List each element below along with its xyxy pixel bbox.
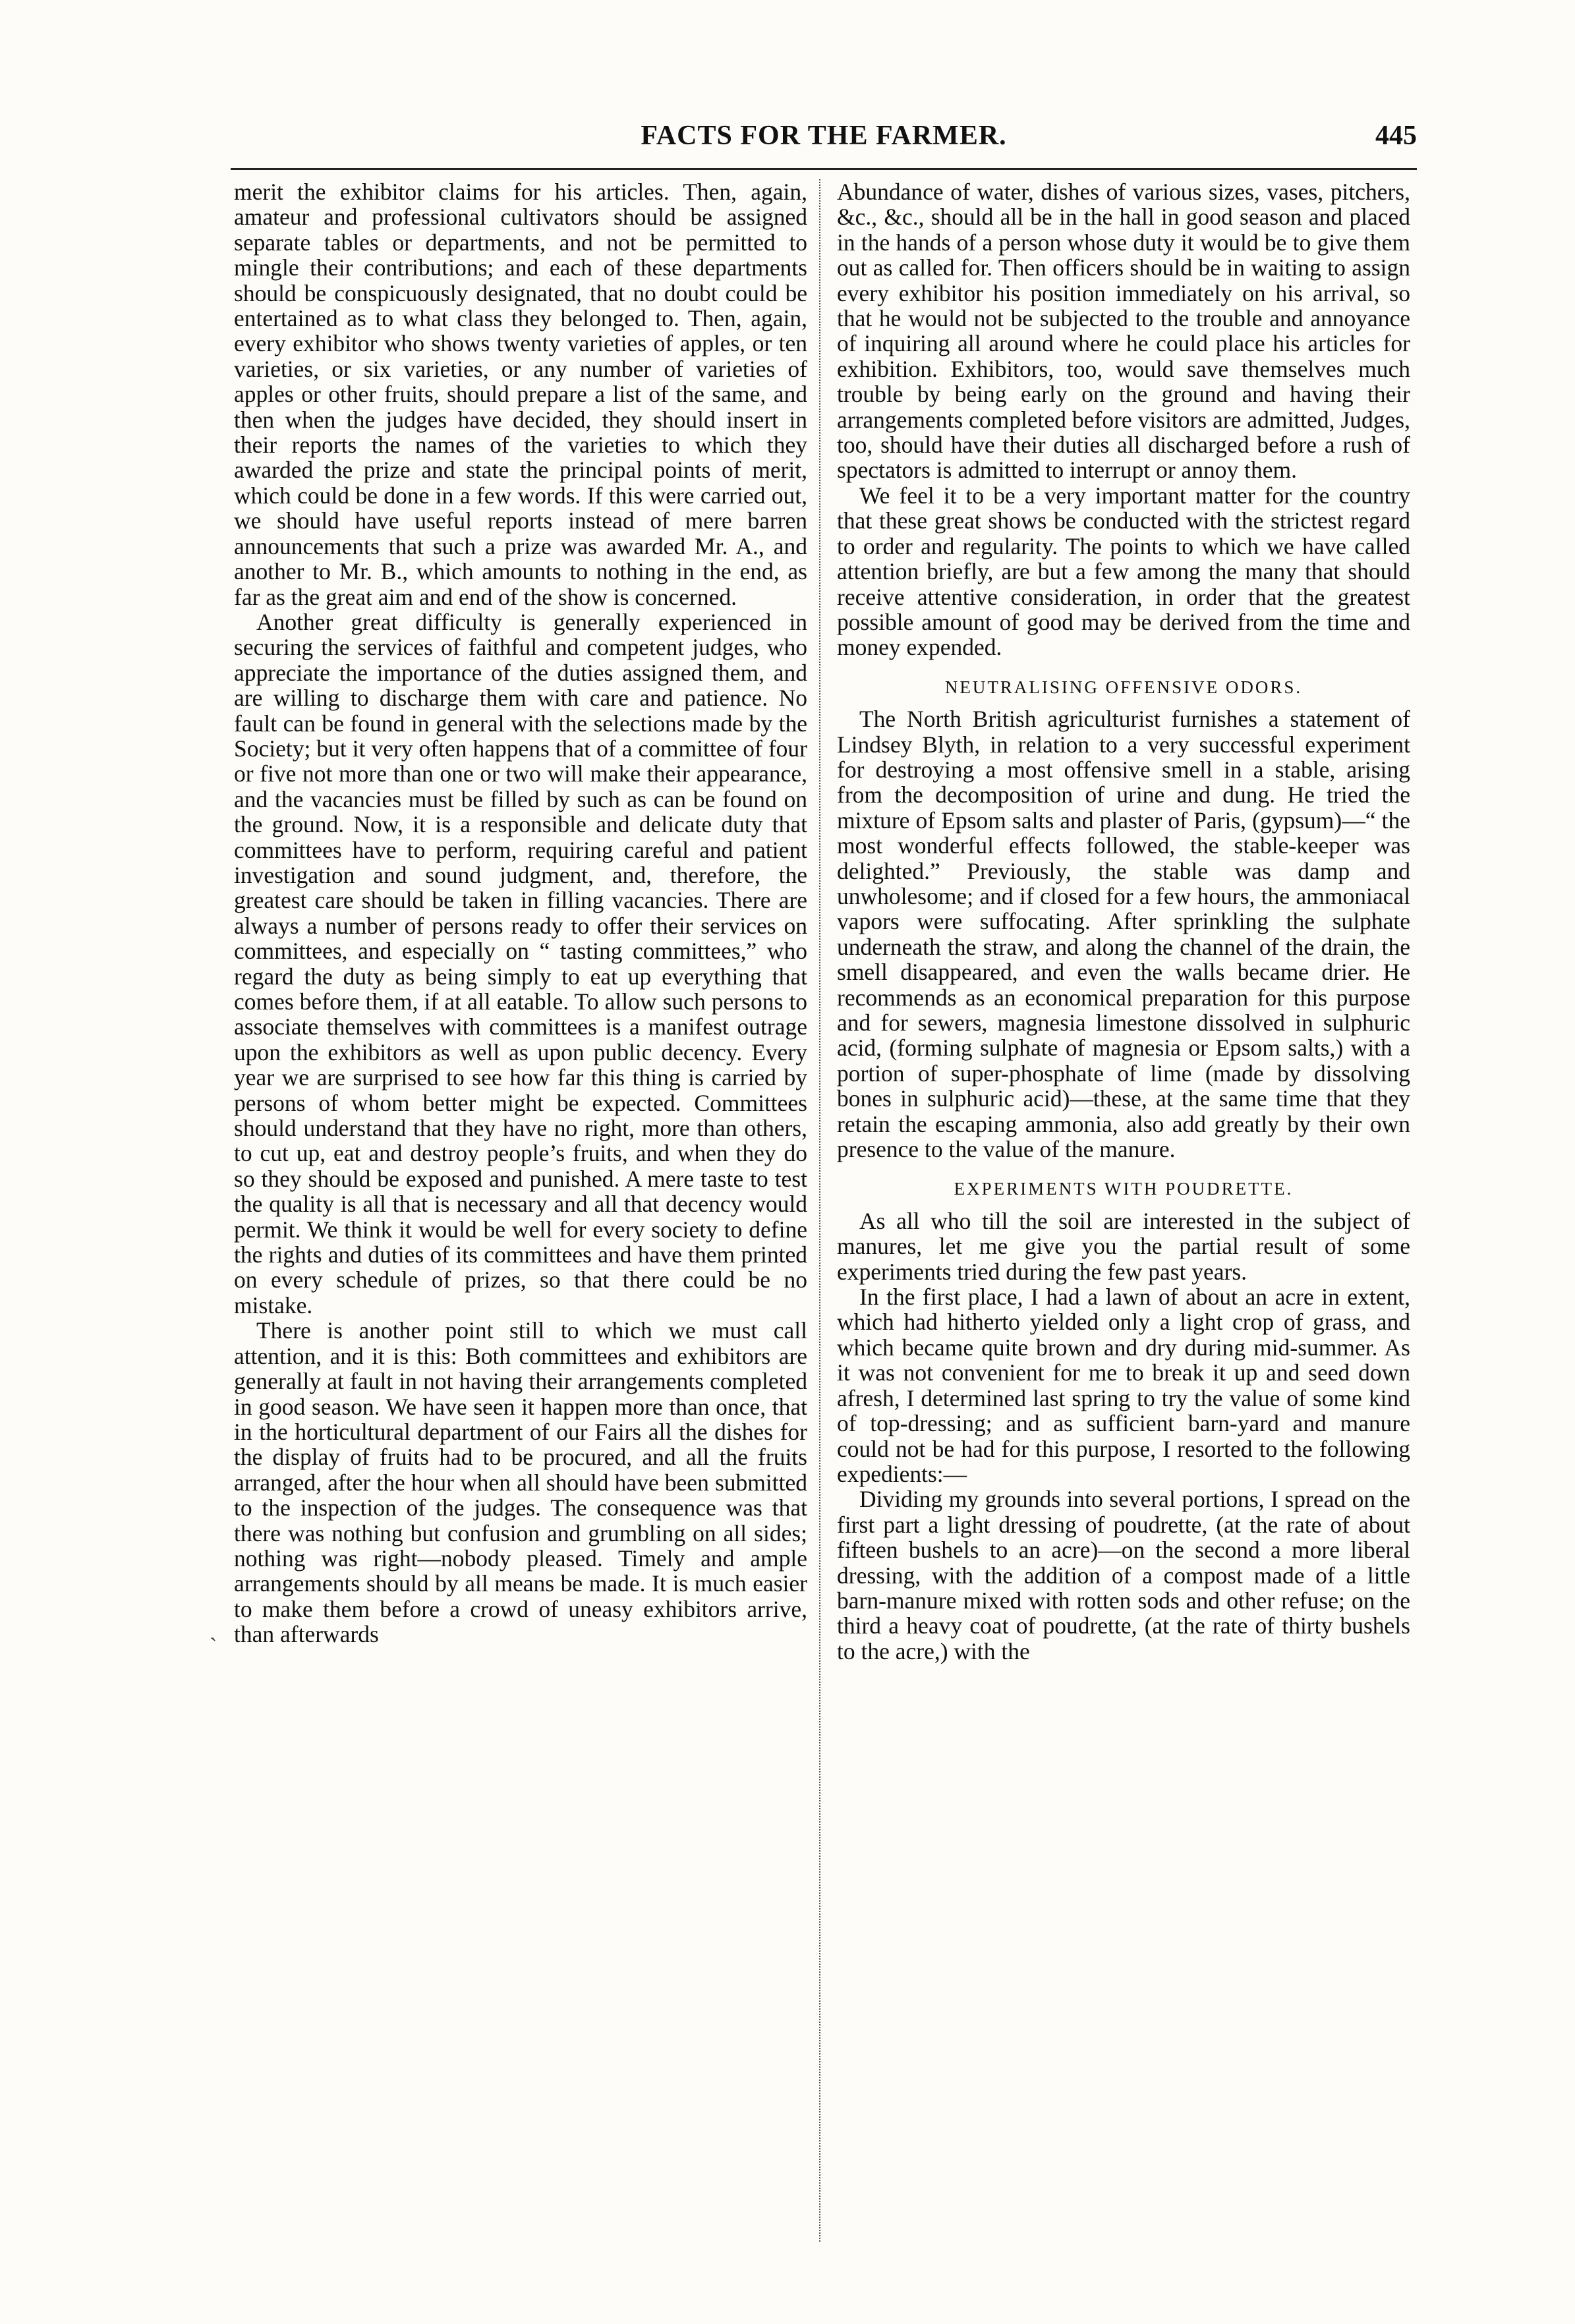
section-heading-poudrette: EXPERIMENTS WITH POUDRETTE. xyxy=(954,1179,1294,1199)
header-rule xyxy=(231,168,1417,170)
running-head xyxy=(231,99,1417,158)
paragraph: In the first place, I had a lawn of about an acre in extent, which had hitherto yielded only a light crop of grass, and which became quite brown and dry during mid-summer. As it was not convenient for me to break it up and seed down afresh, I determined last spring to try the value of some kind of top-dressing; and as sufficient barn-yard and manure could not be had for this purpose, I resorted to the following expedients:— xyxy=(837,1284,1410,1487)
paragraph: merit the exhibitor claims for his articles. Then, again, amateur and professional cultivators should be assigned separate tables or departments, and not be permitted to mingle their contributions; and each of these departments should be conspicuously designated, that no doubt could be entertained as to what class they belonged to. Then, again, every exhibitor who shows twenty varieties of apples, or ten varieties, or six varieties, or any number of varieties of apples or other fruits, should prepare a list of the same, and then when the judges have decided, they should insert in their reports the names of the varieties to which they awarded the prize and state the principal points of merit, which could be done in a few words. If this were carried out, we should have useful reports instead of mere barren announcements that such a prize was awarded Mr. A., and another to Mr. B., which amounts to nothing in the end, as far as the great aim and end of the show is concerned. xyxy=(234,179,807,610)
margin-mark: ` xyxy=(210,1634,217,1658)
paragraph: Dividing my grounds into several portions, I spread on the first part a light dressing of poudrette, (at the rate of about fifteen bushels to an acre)—on the second a more liberal dressing, with the addition of a compost made of a little barn-manure mixed with rotten sods and other refuse; on the third a heavy coat of poudrette, (at the rate of thirty bushels to the acre,) with the xyxy=(837,1486,1410,1664)
paragraph: The North British agriculturist furnishes a statement of Lindsey Blyth, in relation to a very successful experiment for destroying a most offensive smell in a stable, arising from the decomposition of urine and dung. He tried the mixture of Epsom salts and plaster of Paris, (gypsum)—“ the most wonderful effects followed, the stable-keeper was delighted.” Previously, the stable was damp and unwholesome; and if closed for a few hours, the ammoniacal vapors were suffocating. After sprinkling the sulphate underneath the straw, and along the channel of the drain, the smell disappeared, and even the walls became drier. He recommends as an economical preparation for this purpose and for sewers, magnesia limestone dissolved in sulphuric acid, (forming sulphate of magnesia or Epsom salts,) with a portion of super-phosphate of lime (made by dissolving bones in sulphuric acid)—these, at the same time that they retain the escaping ammonia, also add greatly by their own presence to the value of the manure. xyxy=(837,706,1410,1163)
paragraph: There is another point still to which we must call attention, and it is this: Both committees and exhibitors are generally at fault in not having their arrangements completed in good season. We have seen it happen more than once, that in the horticultural department of our Fairs all the dishes for the display of fruits had to be procured, and all the fruits arranged, after the hour when all should have been submitted to the inspection of the judges. The consequence was that there was nothing but confusion and grumbling on all sides; nothing was right—nobody pleased. Timely and ample arrangements should by all means be made. It is much easier to make them before a crowd of uneasy exhibitors arrive, than afterwards xyxy=(234,1317,807,1648)
left-column xyxy=(234,179,807,2248)
paragraph: As all who till the soil are interested in the subject of manures, let me give you the partial result of some experiments tried during the few past years. xyxy=(837,1207,1410,1285)
running-title: FACTS FOR THE FARMER. xyxy=(641,121,1007,151)
page-number: 445 xyxy=(1375,121,1417,151)
paragraph: We feel it to be a very important matter for the country that these great shows be conducted with the strictest regard to order and regularity. The points to which we have called attention briefly, are but a few among the many that should receive attentive consideration, in order that the greatest possible amount of good may be derived from the time and money expended. xyxy=(837,482,1410,661)
paragraph: Another great difficulty is generally experienced in securing the services of faithful and competent judges, who appreciate the importance of the duties assigned them, and are willing to discharge them with care and patience. No fault can be found in general with the selections made by the Society; but it very often happens that of a committee of four or five not more than one or two will make their appearance, and the vacancies must be filled by such as can be found on the ground. Now, it is a responsible and delicate duty that committees have to perform, requiring careful and patient investigation and sound judgment, and, therefore, the greatest care should be taken in filling vacancies. There are always a number of persons ready to offer their services on committees, and especially on “ tasting committees,” who regard the duty as being simply to eat up everything that comes before them, if at all eatable. To allow such persons to associate themselves with committees is a manifest outrage upon the exhibitors as well as upon public decency. Every year we are surprised to see how far this thing is carried by persons of whom better might be expected. Committees should understand that they have no right, more than others, to cut up, eat and destroy people’s fruits, and when they do so they should be exposed and punished. A mere taste to test the quality is all that is necessary and all that decency would permit. We think it would be well for every society to define the rights and duties of its committees and have them printed on every schedule of prizes, so that there could be no mistake. xyxy=(234,608,807,1318)
section-heading-odors: NEUTRALISING OFFENSIVE ODORS. xyxy=(944,677,1303,697)
column-divider xyxy=(819,179,820,2242)
paragraph: Abundance of water, dishes of various sizes, vases, pitchers, &c., &c., should all be in the hall in good season and placed in the hands of a person whose duty it would be to give them out as called for. Then officers should be in waiting to assign every exhibitor his position immediately on his arrival, so that he would not be subjected to the trouble and annoyance of inquiring all around where he could place his articles for exhibition. Exhibitors, too, would save themselves much trouble by being early on the ground and having their arrangements completed before visitors are admitted, Judges, too, should have their duties all discharged before a rush of spectators is admitted to interrupt or annoy them. xyxy=(837,179,1410,484)
right-column xyxy=(837,179,1410,2248)
